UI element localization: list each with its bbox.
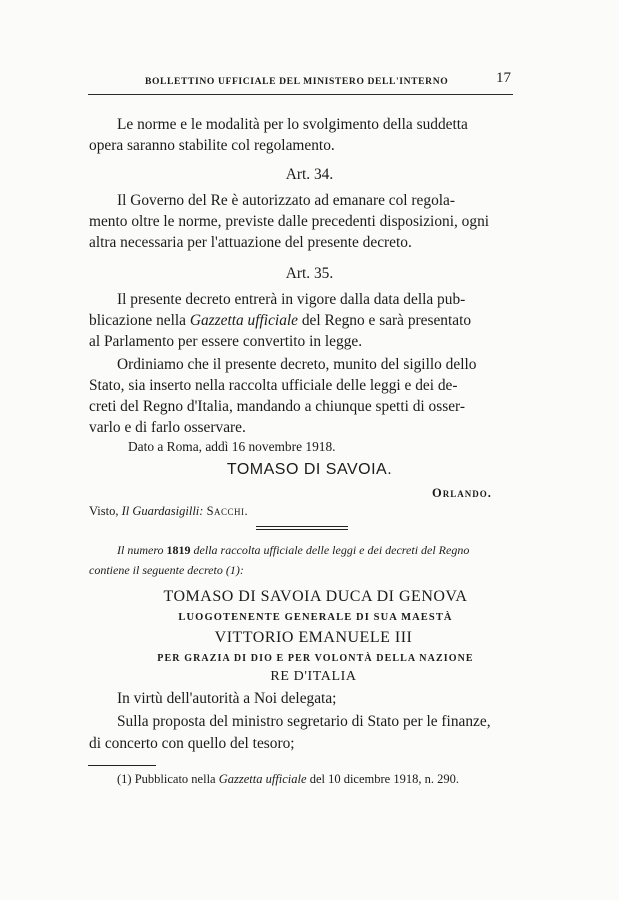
article-34-heading: Art. 34. bbox=[285, 166, 334, 183]
signature-tomaso: TOMASO DI SAVOIA. bbox=[226, 461, 393, 478]
page-number: 17 bbox=[496, 70, 511, 86]
preamble-line-3: di concerto con quello del tesoro; bbox=[89, 735, 295, 752]
footnote: (1) Pubblicato nella Gazzetta ufficiale del 10 dicembre 1918, n. 290. bbox=[117, 772, 459, 786]
art34-line-2: mento oltre le norme, previste dalle precedenti disposizioni, ogni bbox=[89, 213, 490, 230]
separator-rule-1 bbox=[256, 526, 348, 527]
art35-line-3: al Parlamento per essere convertito in legge. bbox=[89, 333, 363, 350]
ordinance-line-1: Ordiniamo che il presente decreto, munito del sigillo dello bbox=[117, 356, 477, 373]
header-rule bbox=[88, 94, 513, 95]
date-line: Dato a Roma, addì 16 novembre 1918. bbox=[128, 439, 336, 454]
running-header: BOLLETTINO UFFICIALE DEL MINISTERO DELL'INTERNO bbox=[145, 76, 449, 87]
ordinance-line-2: Stato, sia inserto nella raccolta ufficiale delle leggi e dei de- bbox=[89, 377, 458, 394]
art35-line-2: blicazione nella Gazzetta ufficiale del Regno e sarà presentato bbox=[89, 312, 472, 329]
signature-orlando: Orlando. bbox=[432, 486, 492, 500]
art34-line-1: Il Governo del Re è autorizzato ad emanare col regola- bbox=[117, 192, 456, 209]
raccolta-number: 1819 bbox=[166, 543, 191, 557]
preamble-line-1: In virtù dell'autorità a Noi delegata; bbox=[117, 690, 337, 707]
separator-rule-2 bbox=[256, 529, 348, 530]
intro-line-2: opera saranno stabilite col regolamento. bbox=[89, 137, 335, 154]
footnote-rule bbox=[88, 765, 156, 766]
notice-line-1: Il numero 1819 della raccolta ufficiale delle leggi e dei decreti del Regno bbox=[117, 543, 470, 557]
visto-line: Visto, Il Guardasigilli: Sacchi. bbox=[89, 504, 249, 518]
decree-header-line-2: LUOGOTENENTE GENERALE DI SUA MAESTÀ bbox=[178, 612, 453, 623]
ordinance-line-3: creti del Regno d'Italia, mandando a chiunque spetti di osser- bbox=[89, 398, 466, 415]
decree-header-line-4: PER GRAZIA DI DIO E PER VOLONTÀ DELLA NAZIONE bbox=[157, 653, 474, 664]
decree-header-line-3: VITTORIO EMANUELE III bbox=[214, 629, 413, 646]
intro-line-1: Le norme e le modalità per lo svolgimento della suddetta bbox=[117, 116, 468, 133]
article-35-heading: Art. 35. bbox=[285, 265, 334, 282]
decree-header-line-5: RE D'ITALIA bbox=[270, 669, 357, 684]
gazzetta-title: Gazzetta ufficiale bbox=[189, 312, 298, 329]
art35-line-1: Il presente decreto entrerà in vigore dalla data della pub- bbox=[117, 291, 466, 308]
sacchi-name: Sacchi. bbox=[206, 504, 249, 518]
preamble-line-2: Sulla proposta del ministro segretario di Stato per le finanze, bbox=[117, 713, 491, 730]
notice-line-2: contiene il seguente decreto (1): bbox=[89, 563, 244, 577]
art34-line-3: altra necessaria per l'attuazione del presente decreto. bbox=[89, 234, 412, 251]
decree-header-line-1: TOMASO DI SAVOIA DUCA DI GENOVA bbox=[163, 588, 468, 605]
ordinance-line-4: varlo e di farlo osservare. bbox=[89, 419, 246, 436]
